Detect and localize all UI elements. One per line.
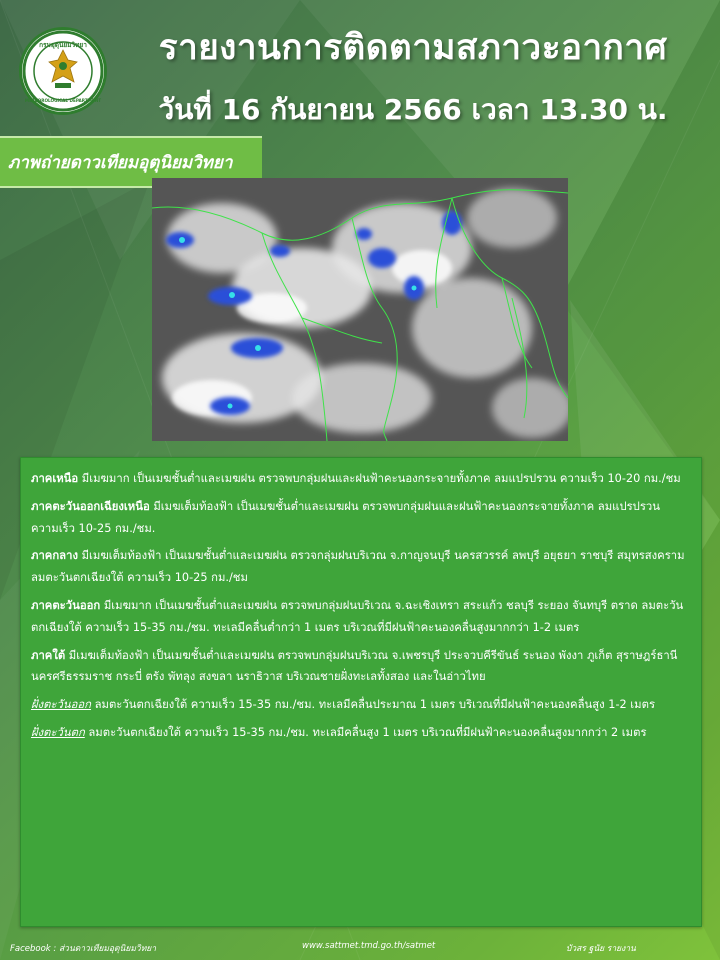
website-link[interactable]: www.sattmet.tmd.go.th/satmet <box>302 941 436 951</box>
region-text: มีเมฆมาก เป็นเมฆชั้นต่ำและเมฆฝน ตรวจพบกลุ่มฝนและฝนฟ้าคะนองกระจายทั้งภาค ลมแปรปรวน ความเร็ว 10-20 กม./ชม <box>78 472 681 485</box>
tmd-logo <box>22 30 104 112</box>
region-name: ภาคตะวันออก <box>31 598 101 612</box>
coast-report-west <box>31 722 689 744</box>
region-report-east <box>31 595 689 639</box>
satellite-image <box>152 178 568 441</box>
region-report-central <box>31 545 689 589</box>
coast-name: ฝั่งตะวันออก <box>31 698 92 712</box>
svg-text:METEOROLOGICAL DEPARTMENT: METEOROLOGICAL DEPARTMENT <box>24 98 102 103</box>
coast-report-east <box>31 694 689 716</box>
region-text: มีเมฆเต็มท้องฟ้า เป็นเมฆชั้นต่ำและเมฆฝน ตรวจพบกลุ่มฝนบริเวณ จ.เพชรบุรี ประจวบคีรีขันธ์ ระนอง พังงา ภูเก็ต สุราษฎร์ธานี นครศรีธรรมราช กระบี่ ตรัง พัทลุง สงขลา นราธิวาส บริเวณชายฝั่งทะเลทั้งสอง และในอ่าวไทย <box>31 648 678 684</box>
region-report-south <box>31 645 689 689</box>
logo-emblem-icon <box>22 30 104 112</box>
svg-text:กรมอุตุนิยมวิทยา: กรมอุตุนิยมวิทยา <box>39 41 87 49</box>
report-date: วันที่ 16 กันยายน 2566 เวลา 13.30 น. <box>158 93 668 126</box>
facebook-credit: Facebook : ส่วนดาวเทียมอุตุนิยมวิทยา <box>10 944 157 954</box>
reporter-credit: บัวสร ฐนัย รายงาน <box>566 944 636 954</box>
weather-report <box>20 457 702 927</box>
region-text: มีเมฆเต็มท้องฟ้า เป็นเมฆชั้นต่ำและเมฆฝน ตรวจพบกลุ่มฝนและฝนฟ้าคะนองกระจายทั้งภาค ลมแปรปรวน ความเร็ว 10-25 กม./ชม. <box>31 499 660 535</box>
region-name: ภาคตะวันออกเฉียงเหนือ <box>31 499 150 513</box>
region-name: ภาคกลาง <box>31 549 78 563</box>
coast-name: ฝั่งตะวันตก <box>31 725 85 739</box>
region-report-north <box>31 468 689 490</box>
coast-text: ลมตะวันตกเฉียงใต้ ความเร็ว 15-35 กม./ชม. ทะเลมีคลื่นประมาณ 1 เมตร บริเวณที่มีฝนฟ้าคะนองคลื่นสูง 1-2 เมตร <box>91 698 656 712</box>
satellite-image-icon <box>152 178 568 441</box>
coast-text: ลมตะวันตกเฉียงใต้ ความเร็ว 15-35 กม./ชม. ทะเลมีคลื่นสูง 1 เมตร บริเวณที่มีฝนฟ้าคะนองคลื่นสูงมากกว่า 2 เมตร <box>84 725 647 739</box>
section-label: ภาพถ่ายดาวเทียมอุตุนิยมวิทยา <box>8 153 233 173</box>
region-report-northeast <box>31 496 689 540</box>
region-name: ภาคเหนือ <box>31 472 79 485</box>
page-title: รายงานการติดตามสภาวะอากาศ <box>158 28 668 68</box>
region-text: มีเมฆเต็มท้องฟ้า เป็นเมฆชั้นต่ำและเมฆฝน ตรวจกลุ่มฝนบริเวณ จ.กาญจนบุรี นครสวรรค์ ลพบุรี อยุธยา ราชบุรี สมุทรสงคราม ลมตะวันตกเฉียงใต้ ความเร็ว 10-25 กม./ชม <box>31 549 685 585</box>
region-name: ภาคใต้ <box>31 648 66 662</box>
region-text: มีเมฆมาก เป็นเมฆชั้นต่ำและเมฆฝน ตรวจพบกลุ่มฝนบริเวณ จ.ฉะเชิงเทรา สระแก้ว ชลบุรี ระยอง จันทบุรี ตราด ลมตะวันตกเฉียงใต้ ความเร็ว 15-35 กม./ชม. ทะเลมีคลื่นต่ำกว่า 1 เมตร บริเวณที่มีฝนฟ้าคะนองคลื่นสูงมากกว่า 1-2 เมตร <box>31 598 684 634</box>
